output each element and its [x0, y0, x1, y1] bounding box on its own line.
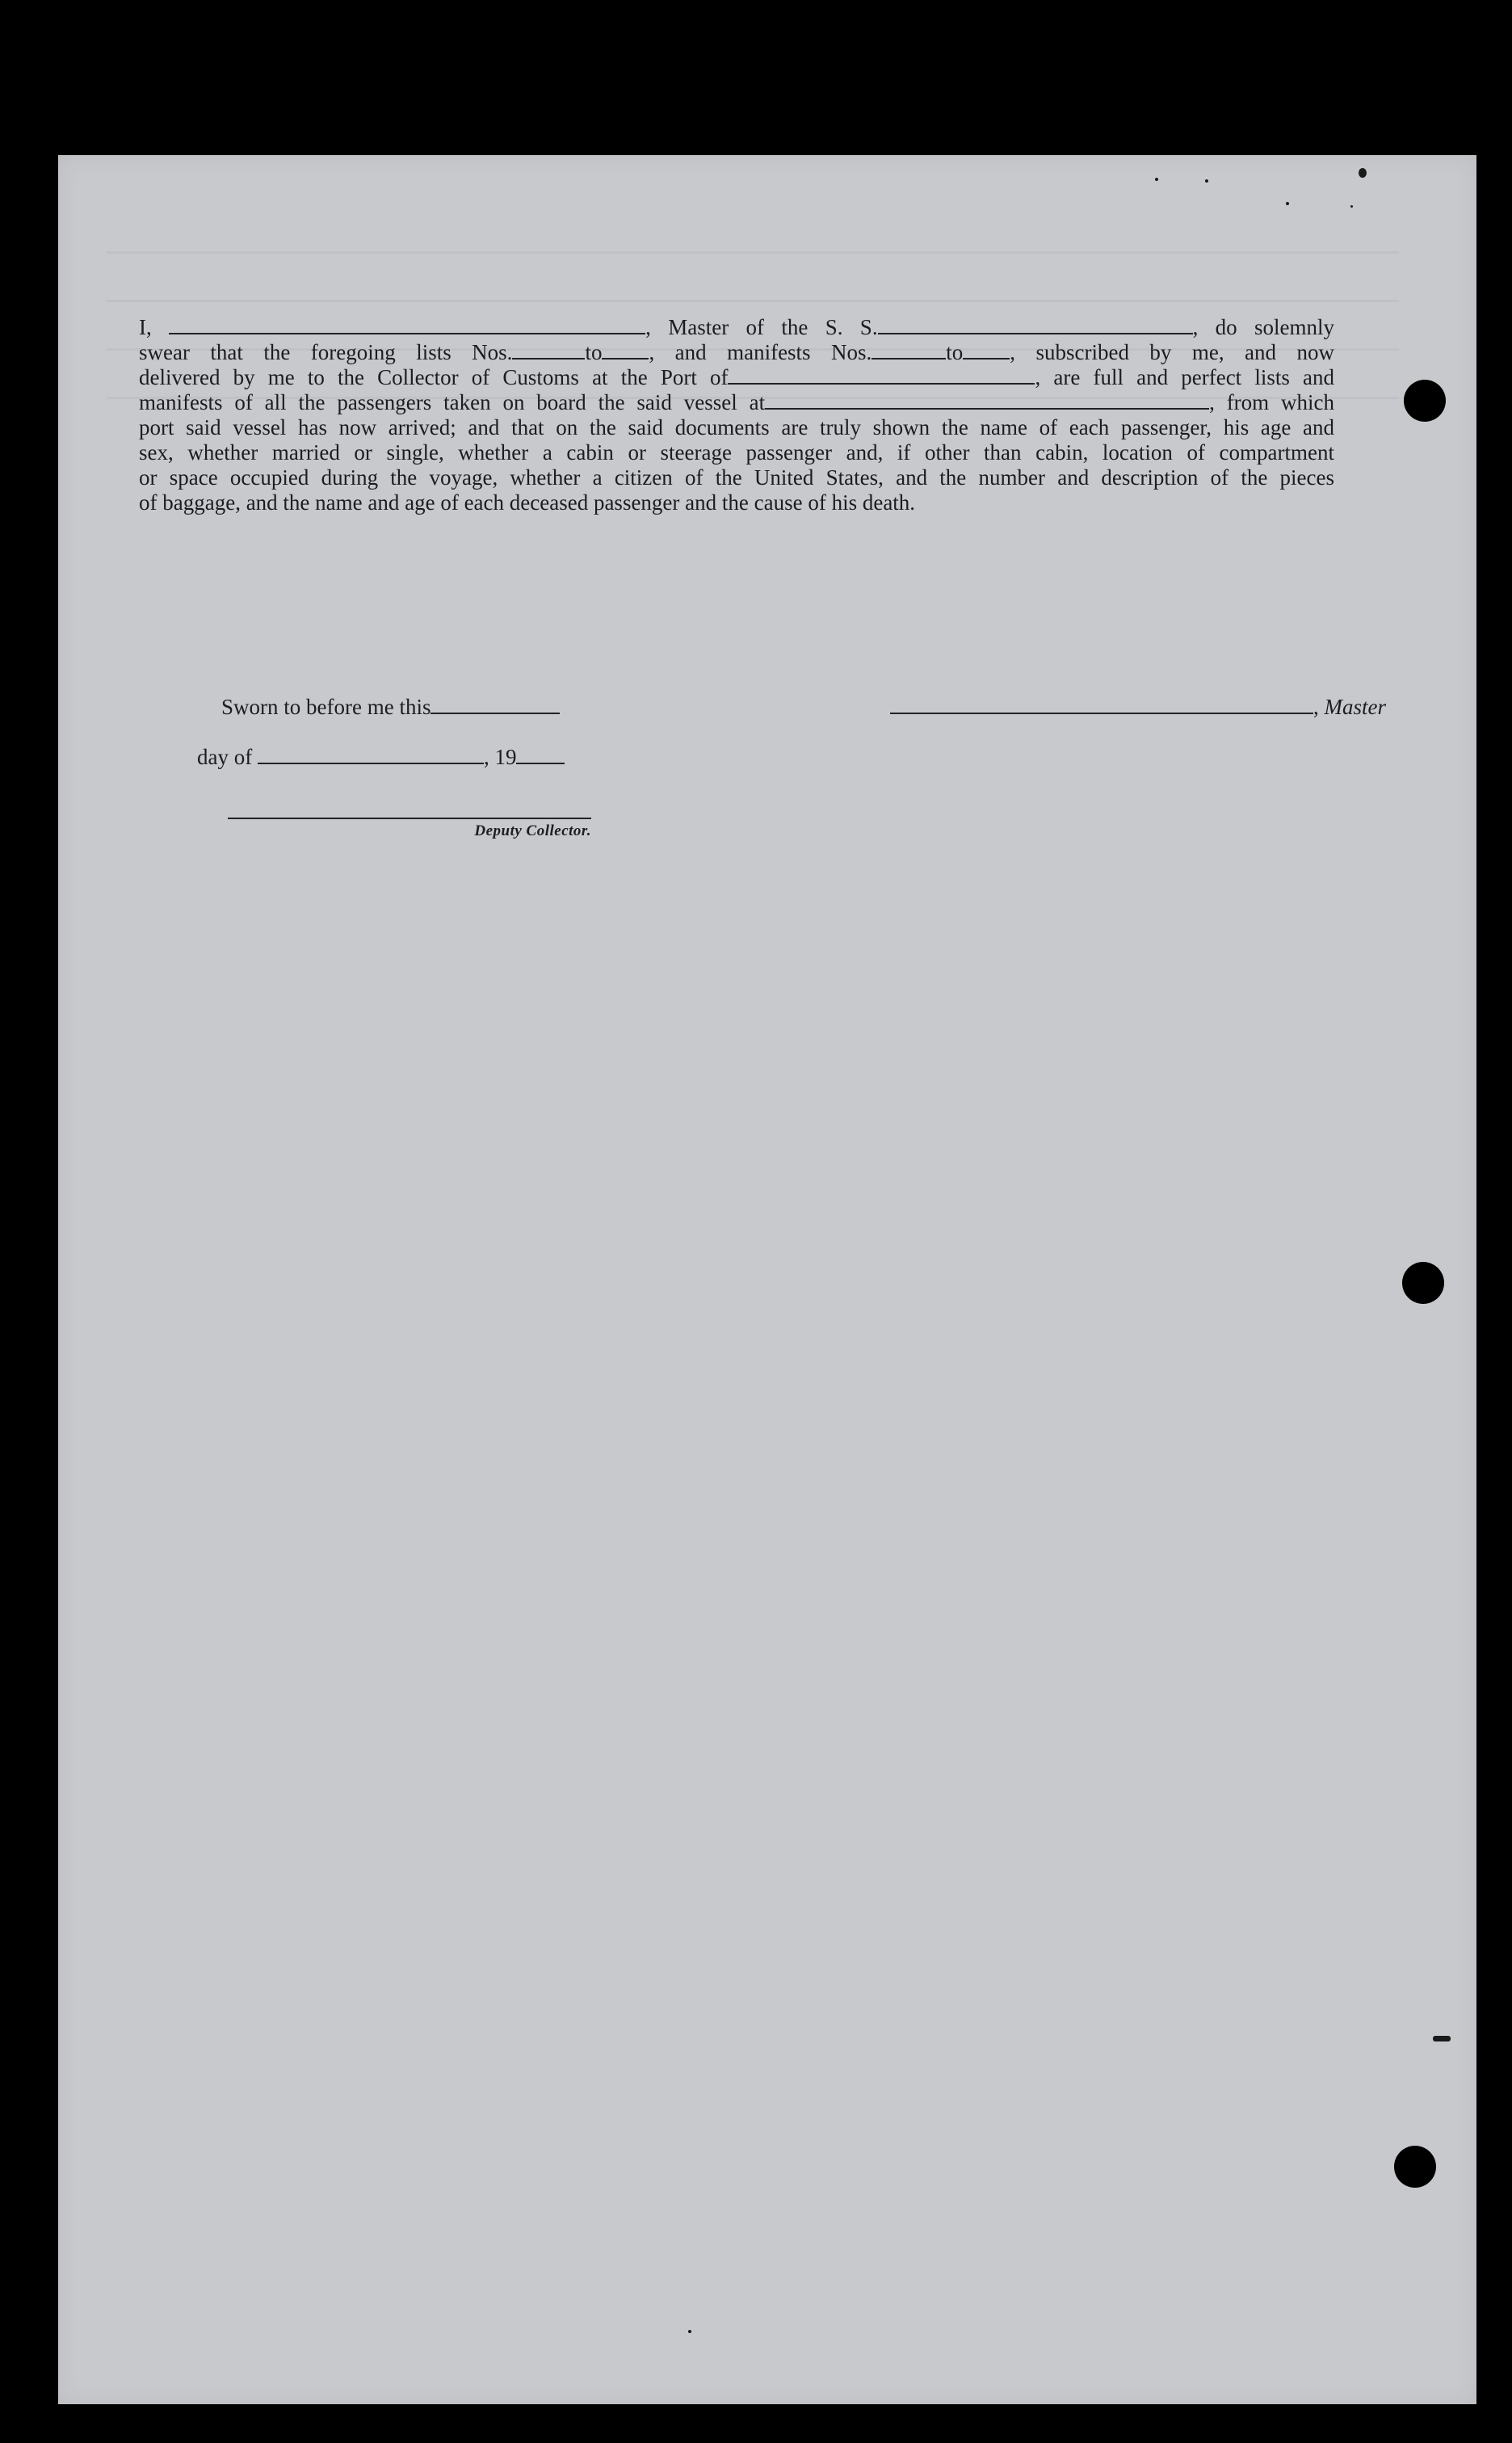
oath-line-1 — [139, 315, 1334, 340]
oath-text: delivered by me to the Collector of Customs at the Port of — [139, 365, 729, 389]
oath-text: to — [585, 340, 603, 364]
oath-line-6: sex, whether married or single, whether a cabin or steerage passenger and, if other than cabin, location of compartment — [139, 440, 1334, 465]
oath-line-7: or space occupied during the voyage, whether a citizen of the United States, and the number and description of the pieces — [139, 465, 1334, 490]
speck — [1286, 202, 1289, 205]
vessel-name-field[interactable] — [878, 318, 1193, 334]
master-comma: , — [1313, 695, 1319, 719]
oath-text: , from which — [1209, 390, 1334, 414]
sworn-label: Sworn to before me this — [221, 695, 431, 719]
speck — [1205, 179, 1208, 183]
master-name-field[interactable] — [169, 318, 645, 334]
date-line — [197, 745, 565, 770]
lists-from-field[interactable] — [512, 343, 585, 360]
oath-line-5: port said vessel has now arrived; and that on the said documents are truly shown the name of each passenger, his age and — [139, 415, 1334, 439]
punch-hole — [1402, 1262, 1444, 1304]
punch-hole — [1404, 380, 1446, 422]
day-of-label: day of — [197, 745, 253, 769]
lists-to-field[interactable] — [602, 343, 649, 360]
oath-paragraph — [139, 315, 1334, 515]
sworn-day-field[interactable] — [430, 698, 560, 714]
deputy-collector-block — [228, 818, 591, 840]
master-signature-field[interactable] — [890, 698, 1313, 714]
master-signature-line — [890, 695, 1386, 720]
oath-line-8: of baggage, and the name and age of each deceased passenger and the cause of his death. — [139, 490, 916, 515]
oath-line-4 — [139, 390, 1334, 415]
oath-text: I, — [139, 315, 152, 339]
oath-text: , are full and perfect lists and — [1035, 365, 1334, 389]
speck — [1155, 178, 1158, 181]
speck — [1433, 2036, 1451, 2041]
punch-hole — [1394, 2146, 1436, 2188]
sworn-line — [221, 695, 560, 720]
year-prefix: , 19 — [483, 745, 517, 769]
oath-text: swear that the foregoing lists Nos. — [139, 340, 513, 364]
manifests-from-field[interactable] — [872, 343, 946, 360]
port-field[interactable] — [728, 368, 1035, 385]
oath-text: , subscribed by me, and now — [1010, 340, 1334, 364]
speck — [1350, 205, 1353, 208]
oath-line-3 — [139, 365, 1334, 390]
master-role-label: Master — [1324, 695, 1386, 719]
manifests-to-field[interactable] — [963, 343, 1010, 360]
departure-port-field[interactable] — [765, 393, 1209, 410]
oath-text: , Master of the S. S. — [645, 315, 878, 339]
speck — [1359, 168, 1367, 178]
oath-text: to — [946, 340, 964, 364]
deputy-collector-label: Deputy Collector. — [474, 822, 591, 839]
speck — [688, 2330, 691, 2333]
oath-text: , do solemnly — [1192, 315, 1335, 339]
oath-line-2 — [139, 340, 1334, 365]
deputy-signature-field[interactable] — [228, 818, 591, 819]
month-field[interactable] — [258, 748, 484, 764]
oath-text: , and manifests Nos. — [649, 340, 872, 364]
document-page — [58, 155, 1476, 2404]
year-field[interactable] — [516, 748, 565, 764]
oath-text: manifests of all the passengers taken on board the said vessel at — [139, 390, 766, 414]
